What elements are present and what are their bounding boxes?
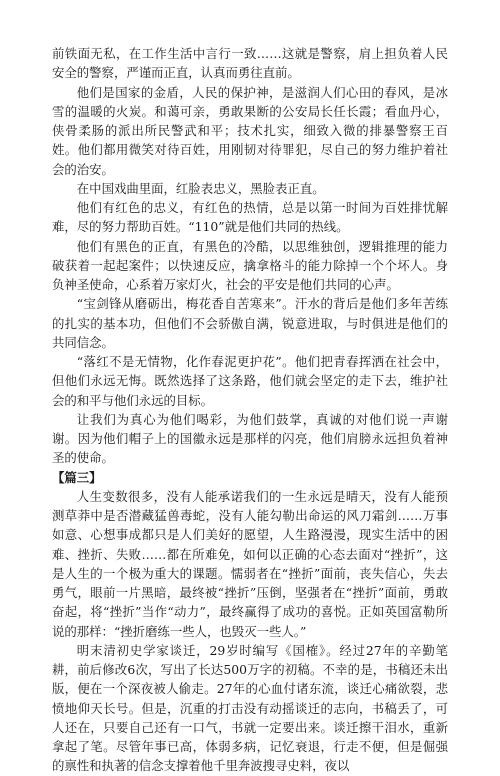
body-paragraph: 他们有红色的忠义，有红色的热情，总是以第一时间为百姓排忧解难，尽的努力帮助百姓。“110”就是他们共同的热线。	[52, 200, 448, 235]
body-paragraph: 在中国戏曲里面，红脸表忠义，黑脸表正直。	[76, 180, 325, 196]
body-paragraph: “宝剑锋从磨砺出，梅花香自苦寒来”。汗水的背后是他们多年苦练的扎实的基本功，但他们不会骄傲自满，锐意进取，与时俱进是他们的共同信念。	[52, 296, 448, 350]
body-paragraph: 让我们为真心为他们喝彩，为他们鼓掌，真诚的对他们说一声谢谢。因为他们帽子上的国徽永远是那样的闪亮，他们肩膀永远担负着神圣的使命。	[52, 411, 448, 466]
body-paragraph: 人生变数很多，没有人能承诺我们的一生永远是晴天，没有人能预测草莽中是否潜藏猛兽毒蛇，没有人能勾勒出命运的风刀霜剑……万事如意、心想事成都只是人们美好的愿望，人生路漫漫，现实生活中的困难、挫折、失败……都在所难免，如何以正确的心态去面对“挫折”，这是人生的一个极为重大的课题。懦弱者在“挫折”面前，丧失信心，失去勇气，眼前一片黑暗，最终被“挫折”压倒，坚强者在“挫折”面前，勇敢奋起，将“挫折”当作“动力”，最终赢得了成功的喜悦。正如英国富勒所说的那样：“挫折磨练一些人，也毁灭一些人。”	[52, 488, 448, 639]
document-page	[52, 44, 448, 776]
body-paragraph: 明末清初史学家谈迁，29岁时编写《国榷》。经过27年的辛勤笔耕，前后修改6次，写出了长达500万字的初稿。不幸的是，书稿还未出版，便在一个深夜被人偷走。27年的心血付诸东流，谈迁心痛欲裂，悲愤地仰天长号。但是，沉重的打击没有动摇谈迁的志向，书稿丢了，可人还在，只要自己还有一口气，书就一定要出来。谈迁擦干泪水，重新拿起了笔。尽管年事已高，体弱多病，记忆衰退，行走不便，但是倔强的禀性和执著的信念支撑着他千里奔波搜寻史料，夜以	[52, 642, 448, 774]
body-paragraph: “落红不是无情物，化作春泥更护花”。他们把青春挥洒在社会中，但他们永远无悔。既然选择了这条路，他们就会坚定的走下去，维护社会的和平与他们永远的目标。	[52, 354, 448, 408]
section-heading: 【篇三】	[52, 469, 102, 485]
body-paragraph: 前铁面无私，在工作生活中言行一致……这就是警察，肩上担负着人民安全的警察，严谨而正直，认真而勇往直前。	[52, 46, 448, 81]
body-paragraph: 他们是国家的金盾，人民的保护神，是滋润人们心田的春风，是冰雪的温暖的火炭。和蔼可亲，勇敢果断的公安局长任长霞；看血丹心，侠骨柔肠的派出所民警武和平；技术扎实，细致入微的排暴警察王百姓。他们都用微笑对待百姓，用刚韧对待罪犯，尽自己的努力维护着社会的治安。	[52, 84, 448, 177]
body-paragraph: 他们有黑色的正直，有黑色的冷酷，以思维独创，逻辑推理的能力破获着一起起案件；以快速反应，擒拿格斗的能力除掉一个个坏人。身负神圣使命，心系着万家灯火，社会的平安是他们共同的心声。	[52, 238, 448, 292]
